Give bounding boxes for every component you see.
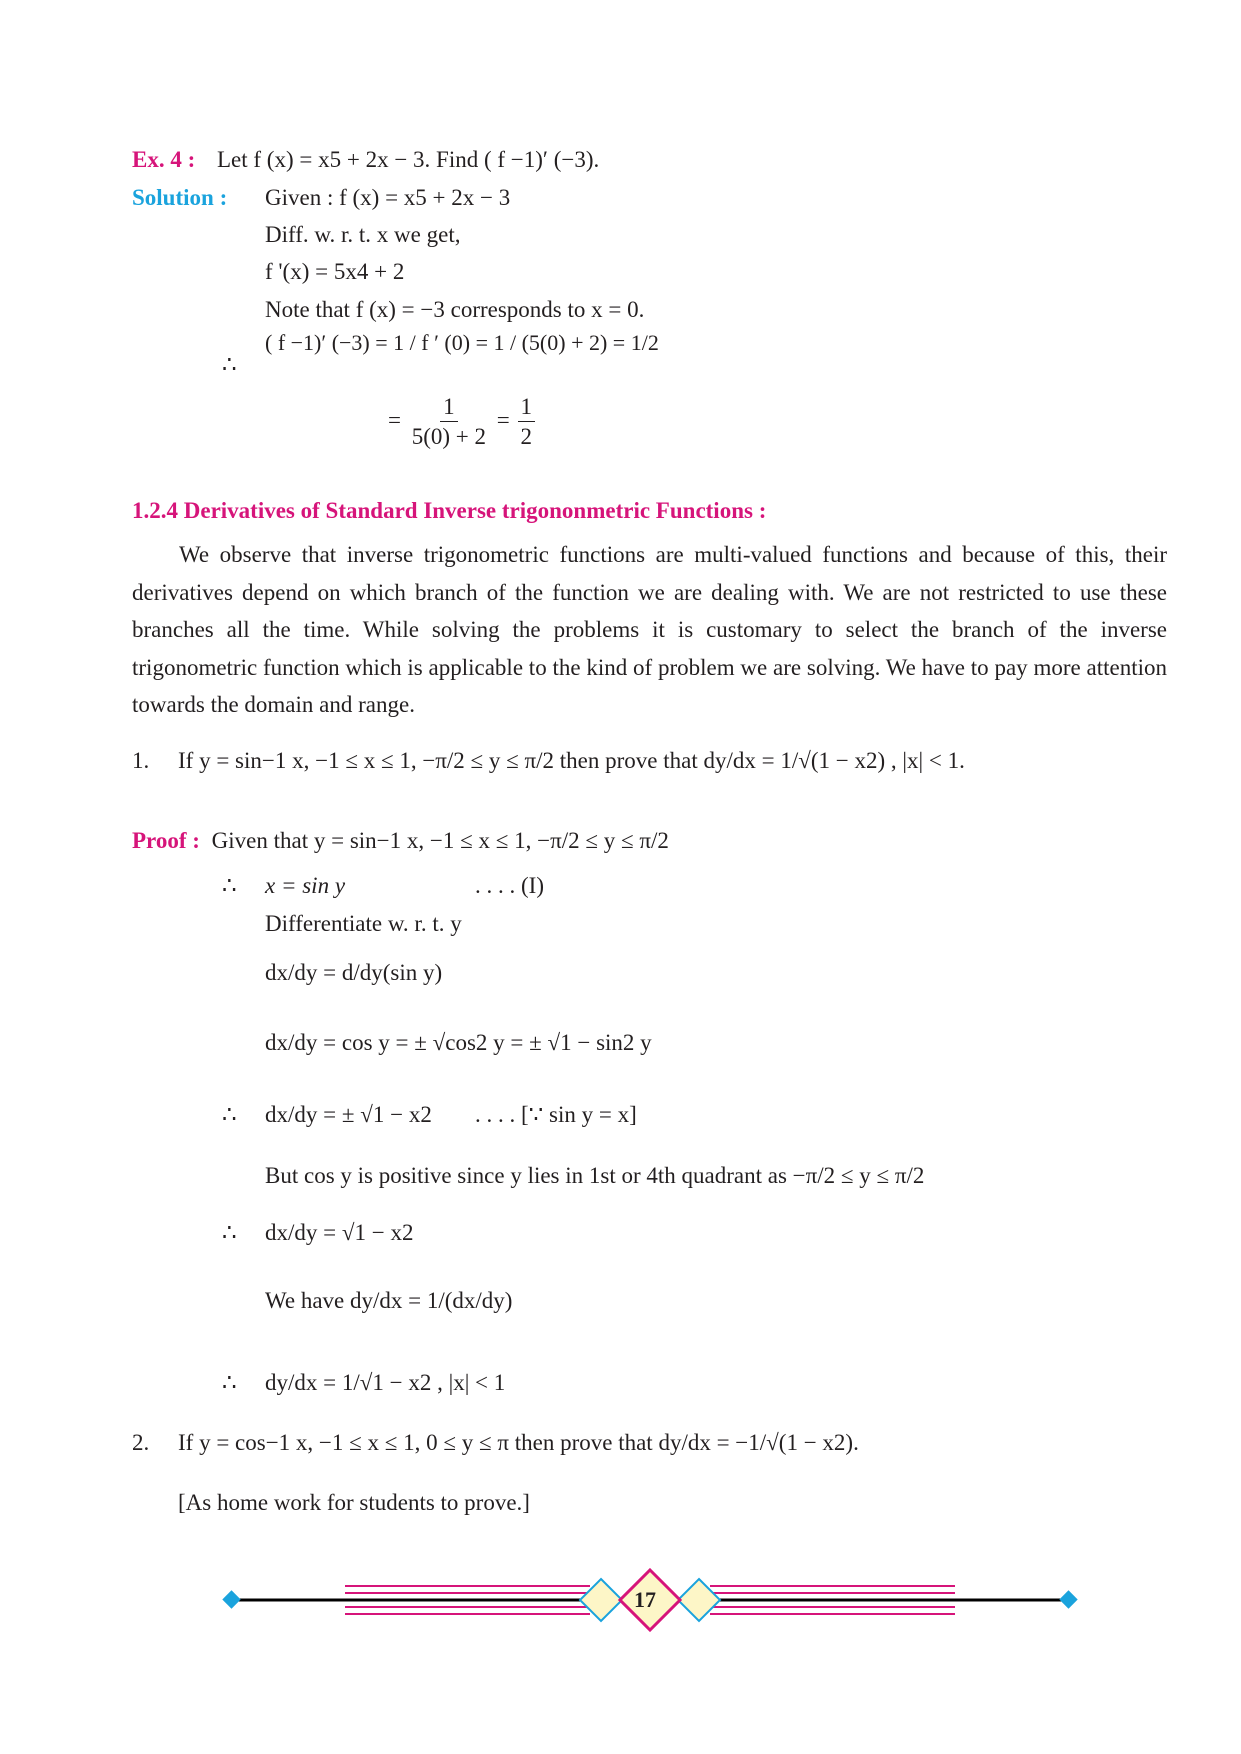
equation-tag-5: . . . . [∵ sin y = x] xyxy=(475,1102,637,1127)
item-2-number: 2. xyxy=(132,1430,150,1455)
solution-line-2: Diff. w. r. t. x we get, xyxy=(265,222,461,247)
frac-1-over-5-0-plus-2: $\frac{1}{5(0) + 2}$ xyxy=(411,394,487,450)
proof-given-text: Given that y = sin−1 x, −1 ≤ x ≤ 1, −π/2 ≤ y ≤ π/2 xyxy=(211,828,669,853)
frac-1-over-2: $\frac{1}{2}$ xyxy=(518,395,536,449)
proof-line-6: But cos y is positive since y lies in 1st or 4th quadrant as −π/2 ≤ y ≤ π/2 xyxy=(265,1163,925,1188)
example-text: Let f (x) = x5 + 2x − 3. Find ( f −1)′ (−3). xyxy=(217,147,600,172)
therefore-symbol: ∴ xyxy=(222,873,237,898)
left-diamond-icon xyxy=(222,1590,240,1608)
solution-label-text: Solution : xyxy=(132,185,228,210)
proof-line-2: Differentiate w. r. t. y xyxy=(265,911,462,936)
example-result: ( f −1)′ (−3) = 1 / f ′ (0) = 1 / (5(0) + 2) = 1/2 xyxy=(265,330,659,355)
result-second-line: = $\frac{1}{5(0) + 2}$ = $\frac{1}{2}$ xyxy=(388,395,537,449)
proof-line-1: x = sin y xyxy=(265,873,346,898)
solution-line-3: f '(x) = 5x4 + 2 xyxy=(265,259,405,284)
proof-given xyxy=(132,828,669,854)
equation-tag-1: . . . . (I) xyxy=(475,873,544,898)
section-paragraph: We observe that inverse trigonometric functions are multi-valued functions and because of this, their derivatives depend on which branch of the function we are dealing with. We are not restricted to use these branches all the time. While solving the problems it is customary to select the branch of the inverse trigonometric function which is applicable to the kind of problem we are solving. We have to pay more attention towards the domain and range. xyxy=(132,542,1167,717)
item-1-number: 1. xyxy=(132,748,150,773)
proof-line-3: dx/dy = d/dy(sin y) xyxy=(265,960,443,985)
homework-note: [As home work for students to prove.] xyxy=(178,1490,530,1515)
proof-line-8: We have dy/dx = 1/(dx/dy) xyxy=(265,1288,513,1313)
therefore-symbol: ∴ xyxy=(222,1220,237,1245)
example-statement xyxy=(132,147,599,173)
item-1-text: If y = sin−1 x, −1 ≤ x ≤ 1, −π/2 ≤ y ≤ π/2 then prove that dy/dx = 1/√(1 − x2) , |x| < 1. xyxy=(178,748,965,773)
page-number: 17 xyxy=(634,1587,656,1612)
solution-line-4: Note that f (x) = −3 corresponds to x = 0. xyxy=(265,297,645,322)
proof-label: Proof : xyxy=(132,828,200,853)
proof-line-4: dx/dy = cos y = ± √cos2 y = ± √1 − sin2 y xyxy=(265,1030,652,1055)
therefore-symbol: ∴ xyxy=(222,1370,237,1395)
solution-label xyxy=(132,185,227,211)
section-heading: 1.2.4 Derivatives of Standard Inverse trigononmetric Functions : xyxy=(132,498,767,523)
item-2-text: If y = cos−1 x, −1 ≤ x ≤ 1, 0 ≤ y ≤ π then prove that dy/dx = −1/√(1 − x2). xyxy=(178,1430,859,1455)
therefore-symbol: ∴ xyxy=(222,352,237,377)
example-label: Ex. 4 : xyxy=(132,147,196,172)
proof-line-7: dx/dy = √1 − x2 xyxy=(265,1220,414,1245)
proof-line-5: dx/dy = ± √1 − x2 xyxy=(265,1102,432,1127)
right-diamond-icon xyxy=(1059,1590,1077,1608)
solution-line-1: Given : f (x) = x5 + 2x − 3 xyxy=(265,185,511,210)
therefore-symbol: ∴ xyxy=(222,1102,237,1127)
proof-line-9: dy/dx = 1/√1 − x2 , |x| < 1 xyxy=(265,1370,506,1395)
